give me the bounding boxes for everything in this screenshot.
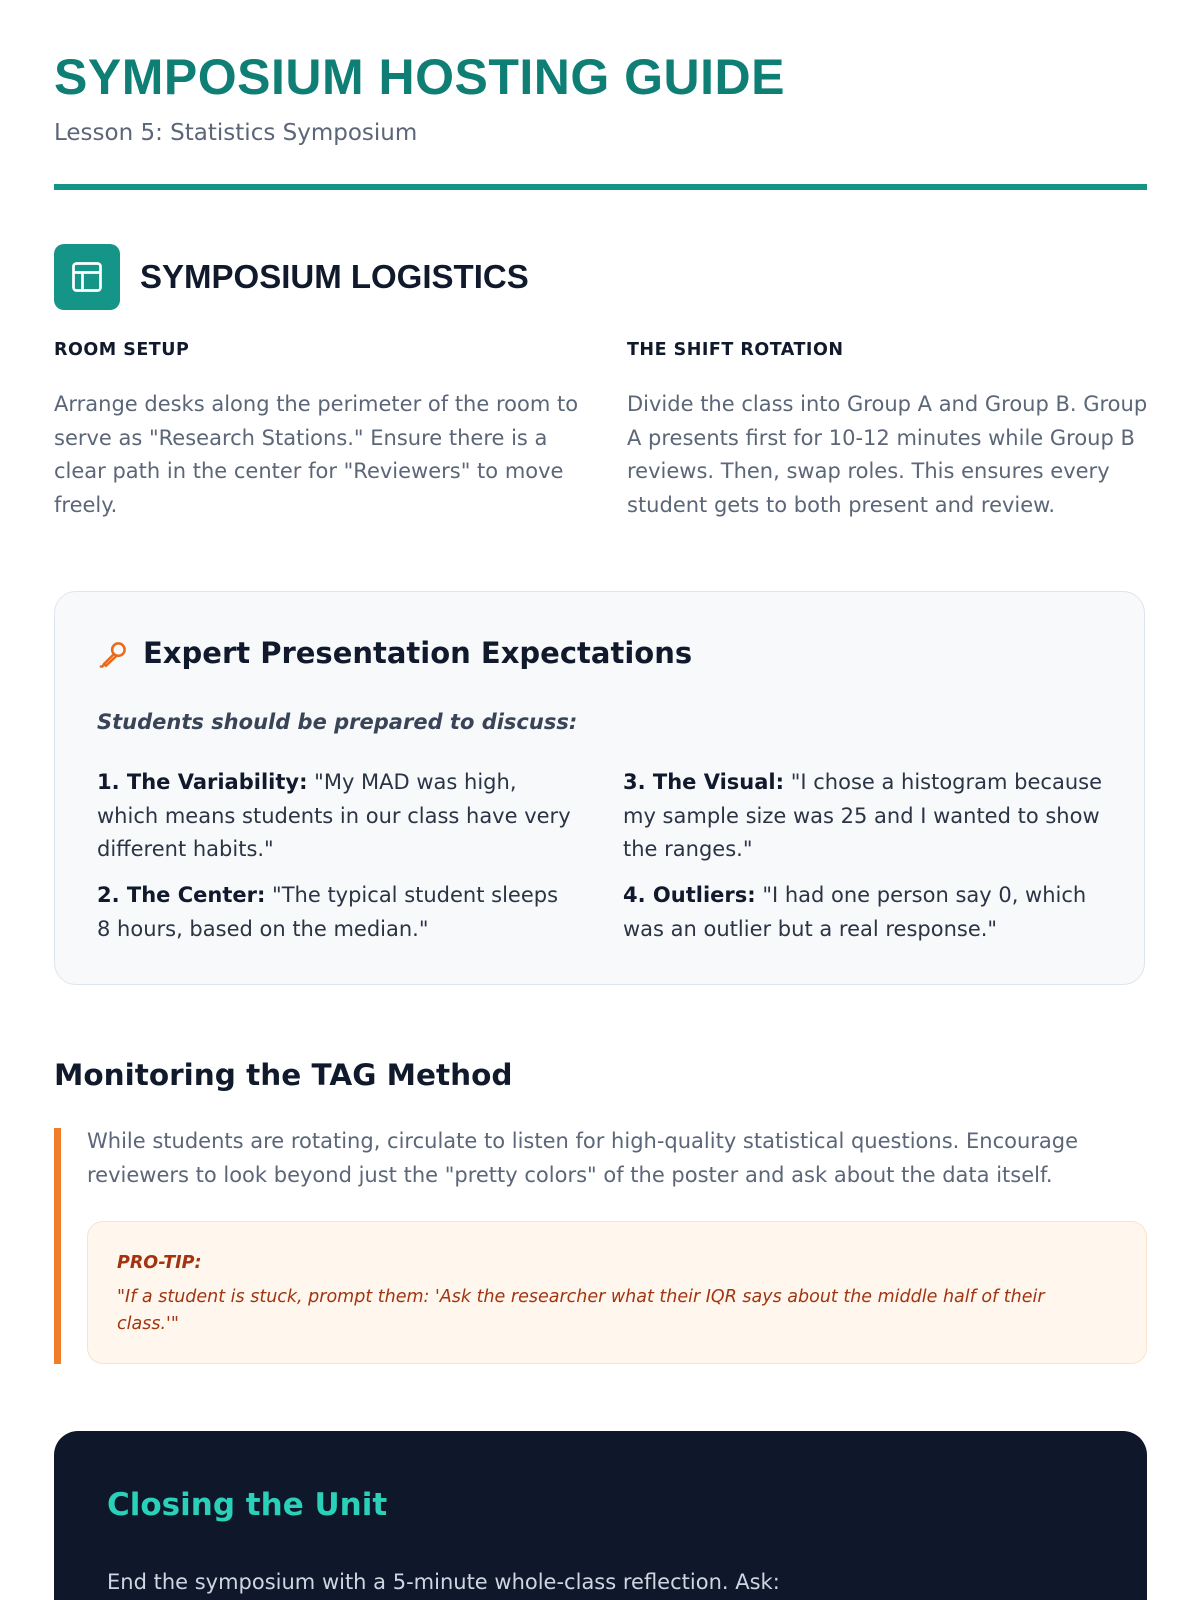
protip-callout [87, 1221, 1147, 1364]
layout-icon [54, 244, 120, 310]
protip-quote: "If a student is stuck, prompt them: 'Ask the researcher what their IQR says about the middle half of their class.'" [117, 1287, 1045, 1334]
expectations-heading: Expert Presentation Expectations [143, 636, 693, 670]
closing-text: End the symposium with a 5-minute whole-class reflection. Ask: [107, 1570, 780, 1594]
expectation-item [623, 766, 1103, 867]
expectation-text: "I had one person say 0, which was an outlier but a real response." [623, 883, 1087, 941]
expectations-card [54, 591, 1145, 985]
page-subtitle: Lesson 5: Statistics Symposium [54, 120, 418, 146]
tag-method-text: While students are rotating, circulate to listen for high-quality statistical questions. Encourage reviewers to look beyond just the "pretty colors" of the poster and ask about the data itself. [87, 1129, 1079, 1187]
expectation-text: "My MAD was high, which means students in our class have very different habits." [97, 770, 571, 861]
page-title: SYMPOSIUM HOSTING GUIDE [54, 49, 786, 105]
protip-label: PRO-TIP: [117, 1253, 202, 1273]
expectation-item [623, 879, 1103, 946]
tag-method-heading: Monitoring the TAG Method [54, 1058, 513, 1092]
expectation-label: 3. The Visual: [623, 770, 785, 794]
room-setup-heading: ROOM SETUP [54, 340, 190, 360]
shift-rotation-text: Divide the class into Group A and Group B. Group A presents first for 10-12 minutes while Group B reviews. Then, swap roles. This ensures every student gets to both present and review. [627, 392, 1148, 517]
expectation-text: "I chose a histogram because my sample size was 25 and I wanted to show the ranges." [623, 770, 1102, 861]
expectations-lead: Students should be prepared to discuss: [97, 710, 578, 734]
header-divider [54, 184, 1147, 190]
accent-bar [54, 1128, 61, 1364]
closing-card [54, 1431, 1147, 1600]
shift-rotation-heading: THE SHIFT ROTATION [627, 340, 844, 360]
expectation-label: 2. The Center: [97, 883, 266, 907]
room-setup-text: Arrange desks along the perimeter of the room to serve as "Research Stations." Ensure there is a clear path in the center for "Reviewers" to move freely. [54, 392, 579, 517]
expectation-label: 4. Outliers: [623, 883, 756, 907]
expectation-item [97, 879, 577, 946]
expectation-text: "The typical student sleeps 8 hours, based on the median." [97, 883, 559, 941]
expectation-label: 1. The Variability: [97, 770, 308, 794]
closing-heading: Closing the Unit [107, 1487, 388, 1523]
logistics-heading: SYMPOSIUM LOGISTICS [140, 258, 529, 295]
microphone-icon [99, 639, 129, 669]
expectation-item [97, 766, 577, 867]
